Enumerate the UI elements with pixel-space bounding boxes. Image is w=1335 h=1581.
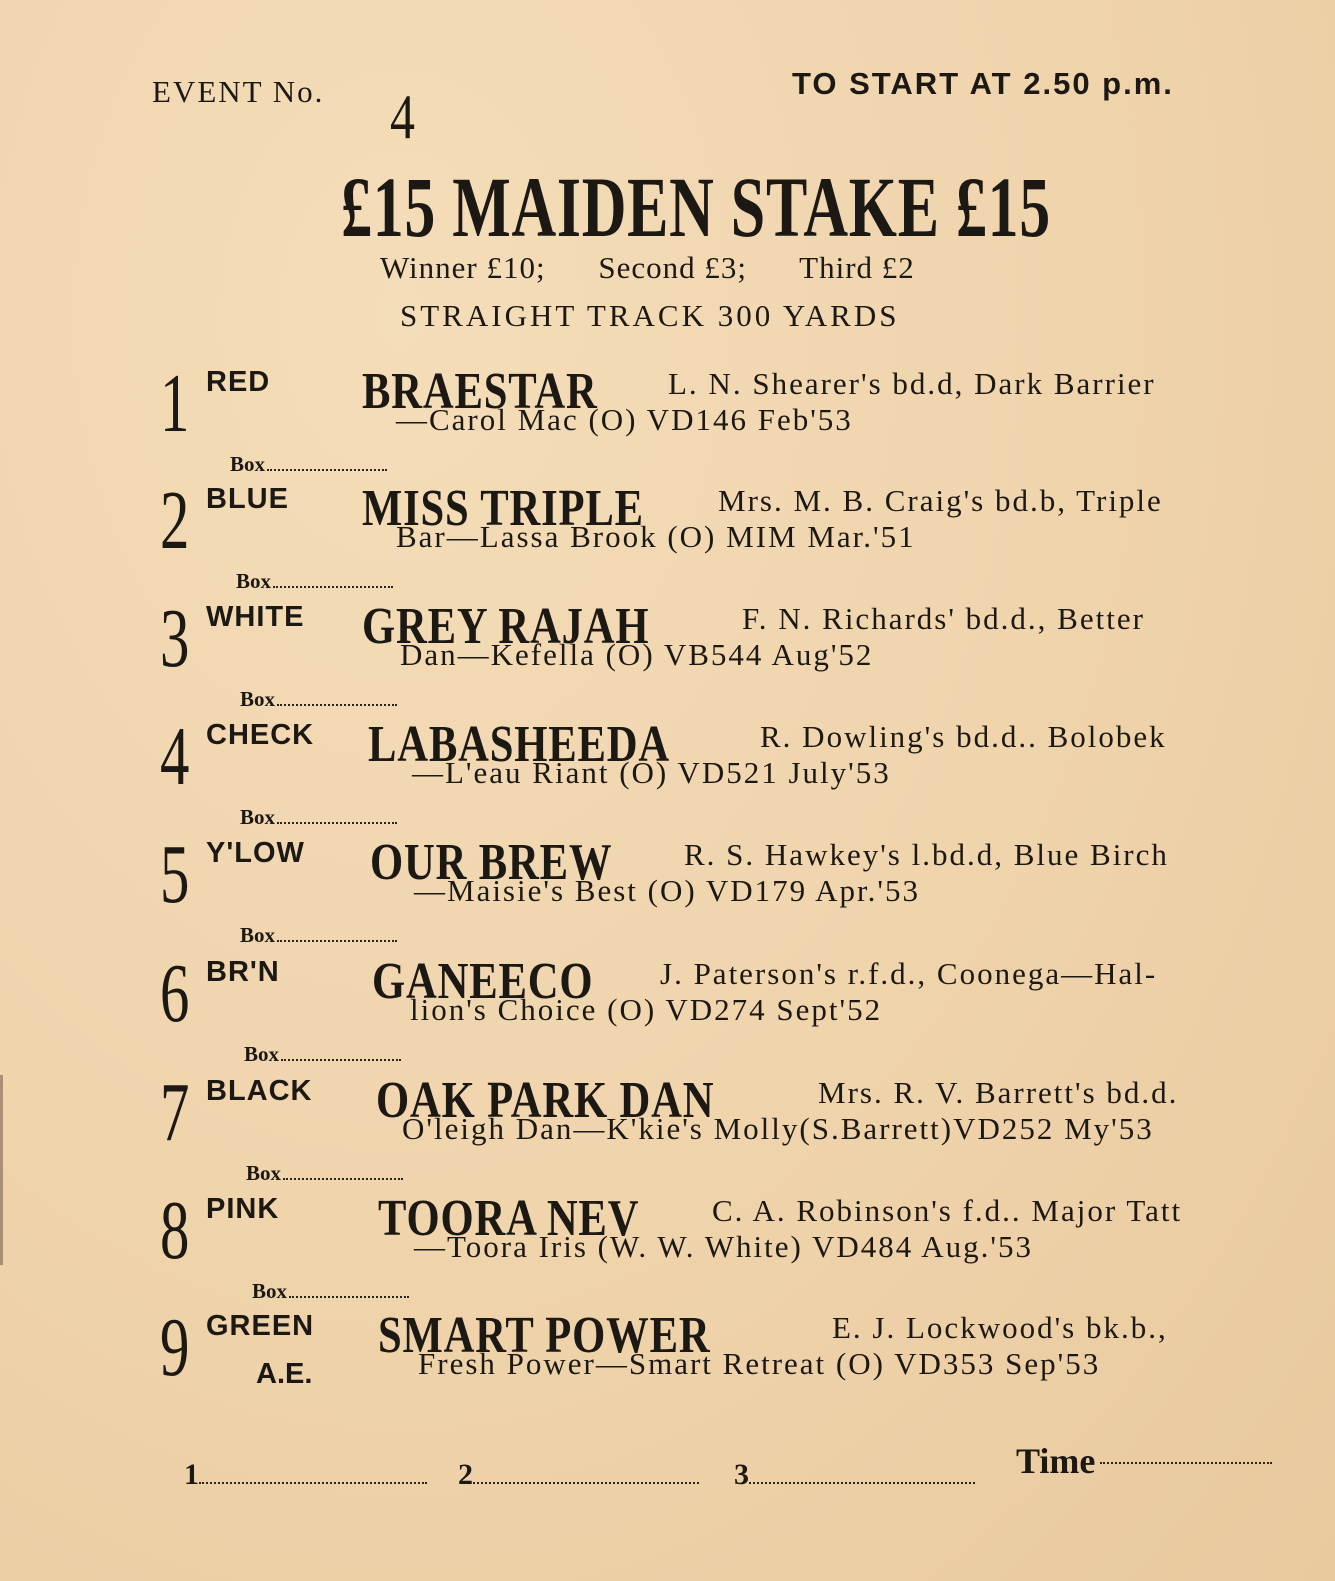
entry-description-line2: —Carol Mac (O) VD146 Feb'53: [396, 402, 853, 437]
box-label: Box: [244, 1042, 280, 1066]
entry-description-line1: F. N. Richards' bd.d., Better: [742, 601, 1145, 636]
result-first[interactable]: [184, 1458, 427, 1492]
entry-colour: WHITE: [206, 601, 305, 633]
race-title: £15 MAIDEN STAKE £15: [341, 159, 1051, 255]
entry-number: 4: [160, 710, 190, 803]
prize-winner: Winner £10;: [380, 250, 546, 285]
entry-colour: BLUE: [206, 483, 289, 515]
box-field[interactable]: [240, 923, 397, 948]
box-dotted-line: [267, 469, 387, 471]
box-dotted-line: [283, 1178, 403, 1180]
results-line: [0, 1440, 1335, 1500]
entry-row: [0, 592, 1335, 715]
entry-row: [0, 1184, 1335, 1307]
time-label: Time: [1016, 1441, 1096, 1481]
track-info: STRAIGHT TRACK 300 YARDS: [400, 298, 900, 333]
entry-description-line2: Fresh Power—Smart Retreat (O) VD353 Sep'53: [418, 1346, 1101, 1381]
entry-description-line1: R. S. Hawkey's l.bd.d, Blue Birch: [684, 837, 1169, 872]
box-field[interactable]: [240, 805, 397, 830]
box-dotted-line: [277, 704, 397, 706]
event-number: 4: [390, 81, 415, 152]
entry-description-line1: Mrs. R. V. Barrett's bd.d.: [818, 1075, 1179, 1110]
entry-description-line2: Dan—Kefella (O) VB544 Aug'52: [400, 637, 874, 672]
entry-colour-line2: A.E.: [256, 1358, 313, 1390]
entry-row: [0, 474, 1335, 597]
entry-description-line1: Mrs. M. B. Craig's bd.b, Triple: [718, 483, 1163, 518]
box-field[interactable]: [240, 687, 397, 712]
entry-row: [0, 947, 1335, 1070]
entry-number: 8: [160, 1184, 190, 1277]
prize-second: Second £3;: [598, 250, 747, 285]
entry-description-line1: R. Dowling's bd.d.. Bolobek: [760, 719, 1167, 754]
box-dotted-line: [281, 1059, 401, 1061]
box-field[interactable]: [252, 1279, 409, 1304]
box-field[interactable]: [246, 1161, 403, 1186]
entry-description-line2: Bar—Lassa Brook (O) MIM Mar.'51: [396, 519, 916, 554]
entry-number: 1: [160, 357, 190, 450]
result-second[interactable]: [458, 1458, 699, 1492]
entry-description-line2: —Toora Iris (W. W. White) VD484 Aug.'53: [414, 1229, 1034, 1264]
entry-row: [0, 1301, 1335, 1424]
box-label: Box: [240, 687, 276, 711]
entry-description-line2: —Maisie's Best (O) VD179 Apr.'53: [414, 873, 921, 908]
entry-number: 7: [160, 1066, 190, 1159]
time-field[interactable]: [1100, 1462, 1272, 1464]
prize-money: [380, 250, 915, 286]
start-time: TO START AT 2.50 p.m.: [792, 66, 1174, 101]
box-label: Box: [236, 569, 272, 593]
entry-row: [0, 828, 1335, 951]
box-field[interactable]: [236, 569, 393, 594]
box-label: Box: [252, 1279, 288, 1303]
entry-dog-name: BRAESTAR: [362, 363, 598, 420]
box-dotted-line: [273, 586, 393, 588]
entry-colour: RED: [206, 366, 271, 398]
entry-number: 6: [160, 947, 190, 1040]
event-label: EVENT No.: [152, 74, 325, 109]
box-dotted-line: [289, 1296, 409, 1298]
entry-description-line2: —L'eau Riant (O) VD521 July'53: [412, 755, 891, 790]
entry-description-line1: C. A. Robinson's f.d.. Major Tatt: [712, 1193, 1183, 1228]
entry-number: 5: [160, 828, 190, 921]
box-field[interactable]: [230, 452, 387, 477]
result-first-label: 1: [184, 1458, 199, 1491]
entry-row: [0, 357, 1335, 480]
entry-dog-name: OAK PARK DAN: [376, 1072, 715, 1129]
entry-colour: BLACK: [206, 1075, 313, 1107]
result-second-label: 2: [458, 1458, 473, 1491]
result-third[interactable]: [734, 1458, 975, 1492]
box-dotted-line: [277, 940, 397, 942]
box-dotted-line: [277, 822, 397, 824]
entry-description-line2: O'leigh Dan—K'kie's Molly(S.Barrett)VD252 My'53: [402, 1111, 1154, 1146]
box-label: Box: [230, 452, 266, 476]
entry-dog-name: MISS TRIPLE: [362, 480, 644, 537]
box-label: Box: [240, 923, 276, 947]
entry-colour: BR'N: [206, 956, 280, 988]
prize-third: Third £2: [799, 250, 915, 285]
box-label: Box: [246, 1161, 282, 1185]
entry-description-line2: lion's Choice (O) VD274 Sept'52: [410, 992, 883, 1027]
entry-dog-name: GANEECO: [372, 953, 594, 1010]
entry-colour: Y'LOW: [206, 837, 305, 869]
entry-description-line1: E. J. Lockwood's bk.b.,: [832, 1310, 1168, 1345]
entry-row: [0, 710, 1335, 833]
entry-dog-name: SMART POWER: [378, 1307, 711, 1364]
result-third-label: 3: [734, 1458, 749, 1491]
entry-description-line1: J. Paterson's r.f.d., Coonega—Hal-: [660, 956, 1158, 991]
entry-number: 3: [160, 592, 190, 685]
box-label: Box: [240, 805, 276, 829]
entry-dog-name: GREY RAJAH: [362, 598, 650, 655]
entry-dog-name: LABASHEEDA: [368, 716, 671, 773]
entry-dog-name: TOORA NEV: [378, 1190, 640, 1247]
entry-number: 2: [160, 474, 190, 567]
entry-number: 9: [160, 1301, 190, 1394]
box-field[interactable]: [244, 1042, 401, 1067]
entry-description-line1: L. N. Shearer's bd.d, Dark Barrier: [668, 366, 1156, 401]
entry-colour: GREEN: [206, 1310, 315, 1342]
entry-dog-name: OUR BREW: [370, 834, 613, 891]
entry-row: [0, 1066, 1335, 1189]
entry-colour: PINK: [206, 1193, 280, 1225]
entry-colour: CHECK: [206, 719, 315, 751]
